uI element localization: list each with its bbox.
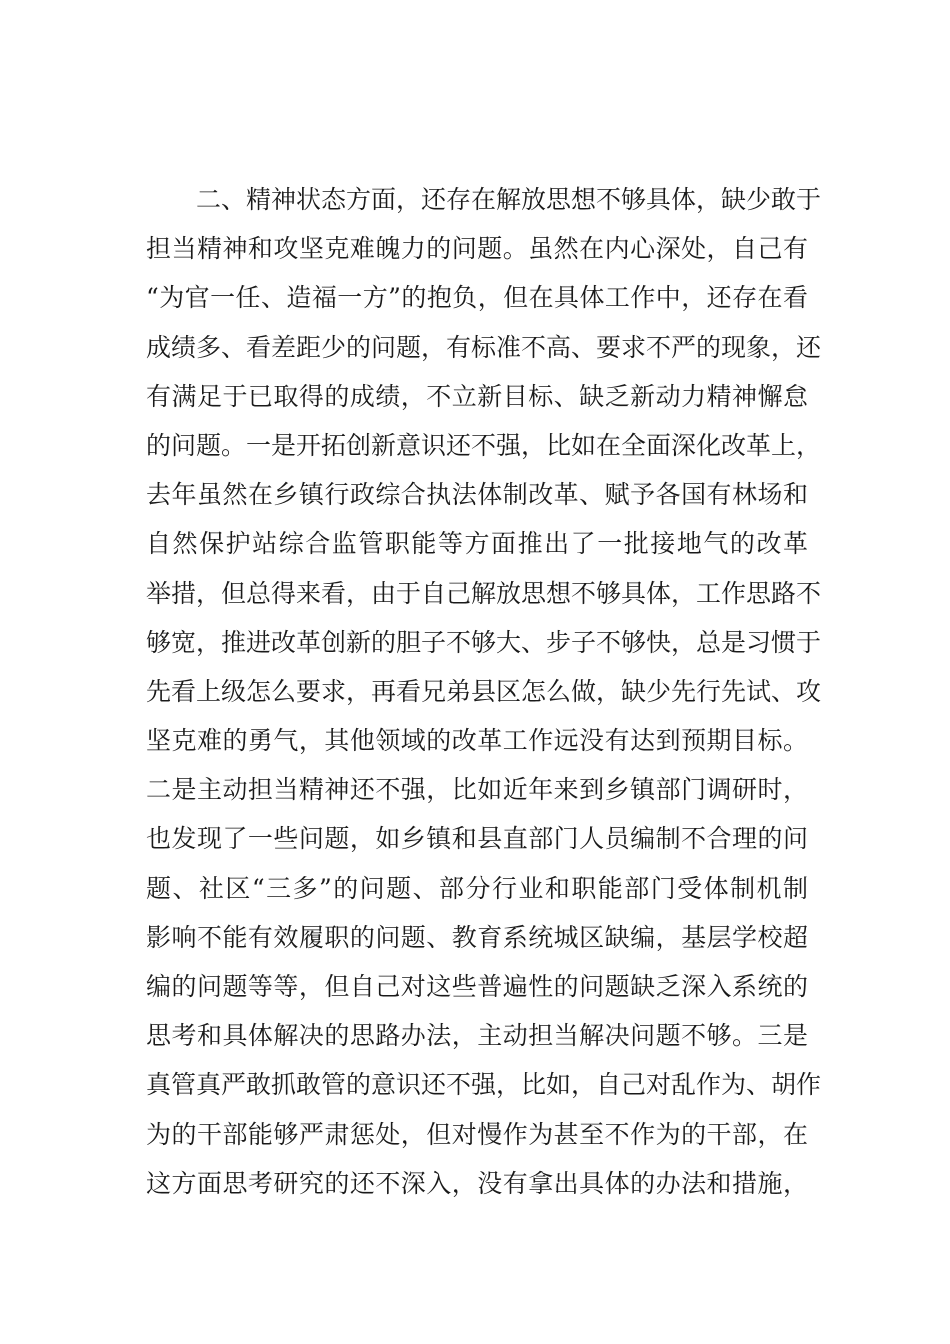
text-line: 也发现了一些问题，如乡镇和县直部门人员编制不合理的问 — [146, 824, 808, 854]
text-line: 举措，但总得来看，由于自己解放思想不够具体，工作思路不 — [146, 578, 822, 608]
text-line: 这方面思考研究的还不深入，没有拿出具体的办法和措施， — [146, 1168, 808, 1198]
text-line: 先看上级怎么要求，再看兄弟县区怎么做，缺少先行先试、攻 — [146, 676, 822, 706]
text-line: 成绩多、看差距少的问题，有标准不高、要求不严的现象，还 — [146, 332, 822, 362]
text-line: 自然保护站综合监管职能等方面推出了一批接地气的改革 — [146, 529, 808, 559]
text-line: 影响不能有效履职的问题、教育系统城区缺编，基层学校超 — [146, 922, 808, 952]
text-line: 坚克难的勇气，其他领域的改革工作远没有达到预期目标。 — [146, 726, 808, 756]
body-paragraph — [146, 175, 822, 1208]
text-line: 够宽，推进改革创新的胆子不够大、步子不够快，总是习惯于 — [146, 627, 822, 657]
text-line: 二、精神状态方面，还存在解放思想不够具体，缺少敢于 — [196, 185, 822, 214]
text-line: 思考和具体解决的思路办法，主动担当解决问题不够。三是 — [146, 1021, 808, 1051]
text-line: 二是主动担当精神还不强，比如近年来到乡镇部门调研时， — [146, 775, 808, 805]
text-line: 担当精神和攻坚克难魄力的问题。虽然在内心深处，自己有 — [146, 234, 808, 264]
text-line: 真管真严敢抓敢管的意识还不强，比如，自己对乱作为、胡作 — [146, 1070, 822, 1100]
text-line: “为官一任、造福一方”的抱负，但在具体工作中，还存在看 — [146, 283, 808, 313]
text-line: 编的问题等等，但自己对这些普遍性的问题缺乏深入系统的 — [146, 972, 808, 1001]
text-line: 题、社区“三多”的问题、部分行业和职能部门受体制机制 — [146, 873, 808, 903]
text-line: 有满足于已取得的成绩，不立新目标、缺乏新动力精神懈怠 — [146, 381, 808, 411]
text-line: 去年虽然在乡镇行政综合执法体制改革、赋予各国有林场和 — [146, 480, 808, 510]
text-line: 为的干部能够严肃惩处，但对慢作为甚至不作为的干部，在 — [146, 1119, 808, 1149]
text-line: 的问题。一是开拓创新意识还不强，比如在全面深化改革上， — [146, 430, 822, 460]
